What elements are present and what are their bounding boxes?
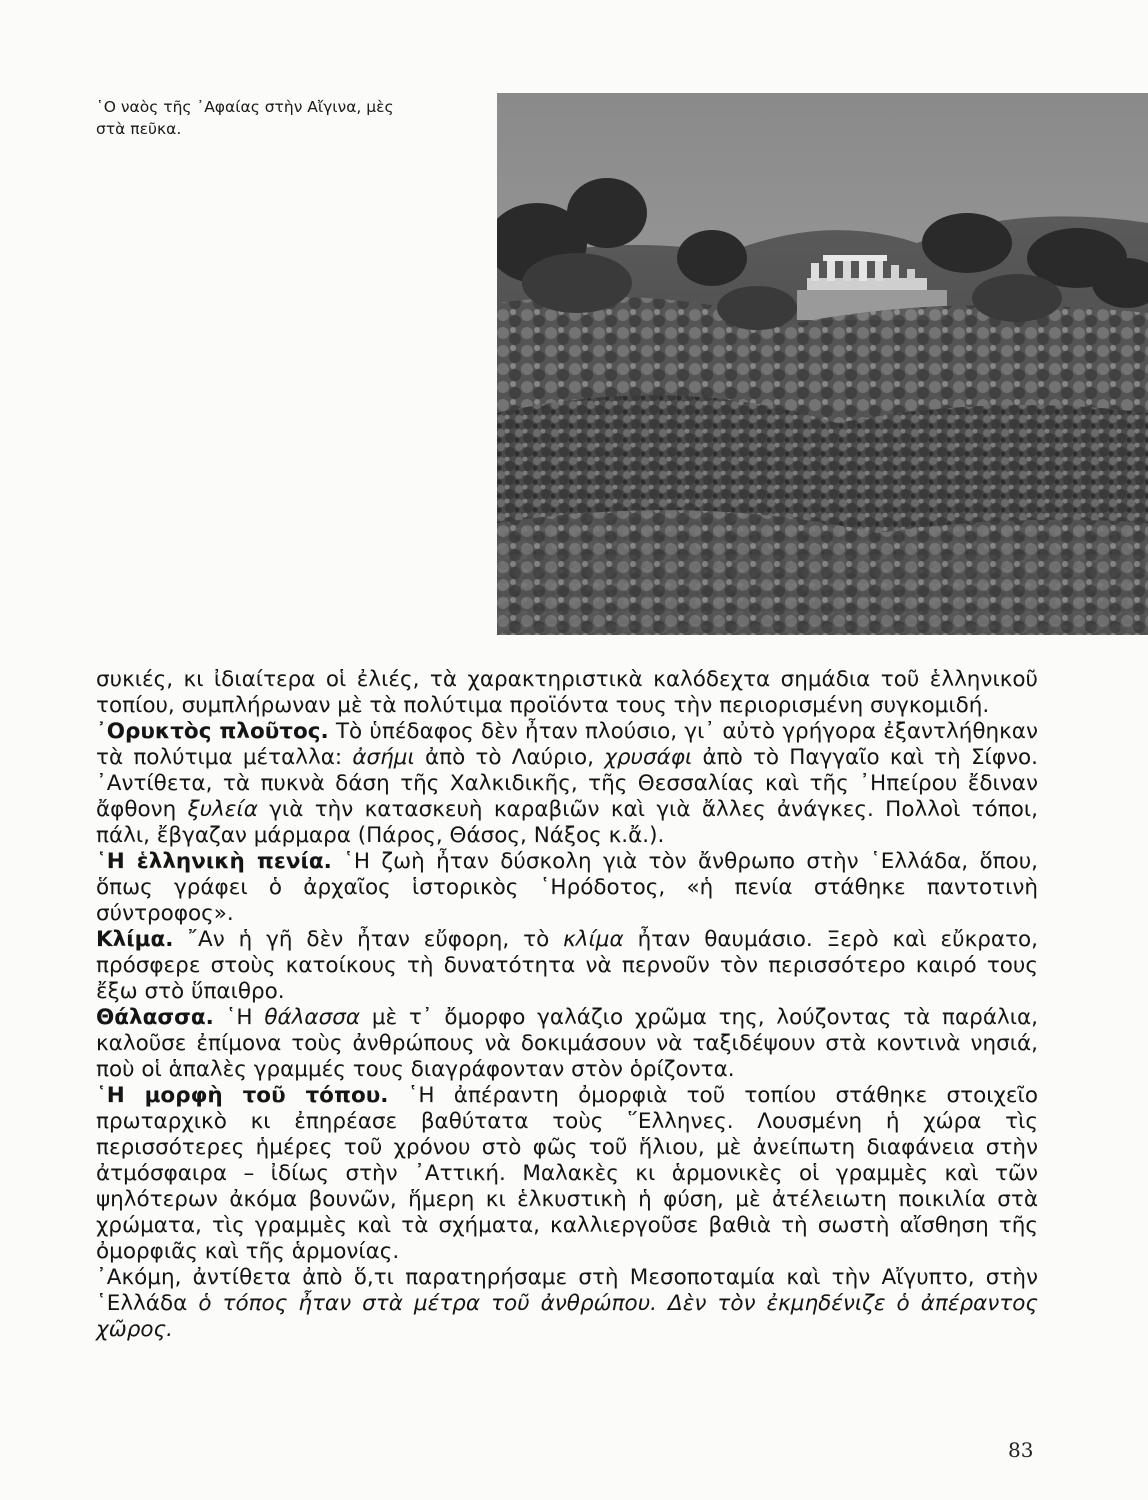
emphasis-text: ξυλεία [187, 797, 258, 822]
text-segment: ῾Η [213, 1005, 265, 1030]
caption-line-2: στὰ πεῦκα. [96, 120, 182, 138]
page-number: 83 [1008, 1438, 1034, 1462]
text-segment: ἀπὸ τὸ Παγγαῖο καὶ τὴ Σίφνο. ᾿Αντίθετα, τὰ πυκνὰ δάση τῆς Χαλκιδικῆς, τῆς Θεσσαλίας καὶ τῆς ᾿Ηπείρου ἔδιναν ἄφθονη [96, 745, 1039, 822]
text-segment: ᾿Ακόμη, ἀντίθετα ἀπὸ ὅ,τι παρατηρήσαμε στὴ Μεσοποταμία καὶ τὴν Αἴγυπτο, στὴν ῾Ελλάδα [96, 1265, 1038, 1316]
emphasis-text: κλίμα [563, 927, 624, 952]
paragraph-heading: ᾿Ορυκτὸς πλοῦτος. [96, 719, 329, 744]
text-segment: ῾Η ζωὴ ἦταν δύσκολη γιὰ τὸν ἄνθρωπο στὴν ῾Ελλάδα, ὅπου, ὅπως γράφει ὁ ἀρχαῖος ἱστορικὸς ῾Ηρόδοτος, «ἡ πενία στάθηκε παντοτινὴ σύντροφος». [96, 849, 1038, 926]
paragraph [96, 1265, 1038, 1343]
paragraph [96, 849, 1038, 927]
emphasis-text: θάλασσα [264, 1005, 361, 1030]
paragraph [96, 927, 1038, 1005]
paragraph [96, 667, 1038, 719]
emphasis-text: ἀσήμι [352, 745, 415, 770]
text-segment: ῾Η ἀπέραντη ὀμορφιὰ τοῦ τοπίου στάθηκε στοιχεῖο πρωταρχικὸ κι ἐπηρέασε βαθύτατα τοὺς ῞Ελληνες. Λουσμένη ἡ χώρα τὶς περισσότερες ἡμέρες τοῦ χρόνου στὸ φῶς τοῦ ἥλιου, μὲ ἀνείπωτη διαφάνεια στὴν ἀτμόσφαιρα – ἰδίως στὴν ᾿Αττική. Μαλακὲς κι ἁρμονικὲς οἱ γραμμὲς καὶ τῶν ψηλότερων ἀκόμα βουνῶν, ἥμερη κι ἑλκυστικὴ ἡ φύση, μὲ ἀτέλειωτη ποικιλία στὰ χρώματα, τὶς γραμμὲς καὶ τὰ σχήματα, καλλιεργοῦσε βαθιὰ τὴ σωστὴ αἴσθηση τῆς ὀμορφιᾶς καὶ τῆς ἁρμονίας. [96, 1083, 1038, 1264]
emphasis-text: χρυσάφι [604, 745, 693, 770]
text-segment: μὲ τ᾿ ὄμορφο γαλάζιο χρῶμα της, λούζοντας τὰ παράλια, καλοῦσε ἐπίμονα τοὺς ἀνθρώπους νὰ δοκιμάσουν νὰ ταξιδέψουν στὰ κοντινὰ νησιά, ποὺ οἱ ἁπαλὲς γραμμές τους διαγράφονταν στὸν ὁρίζοντα. [96, 1005, 1038, 1082]
text-segment: Τὸ ὑπέδαφος δὲν ἦταν πλούσιο, γι᾿ αὐτὸ γρήγορα ἐξαντλήθηκαν τὰ πολύτιμα μέταλλα: [96, 719, 1038, 770]
photo-caption [96, 96, 476, 140]
paragraph [96, 1083, 1038, 1265]
paragraph-heading: Θάλασσα. [96, 1005, 214, 1030]
text-segment: συκιές, κι ἰδιαίτερα οἱ ἐλιές, τὰ χαρακτηριστικὰ καλόδεχτα σημάδια τοῦ ἑλληνικοῦ τοπίου, συμπλήρωναν μὲ τὰ πολύτιμα προϊόντα τους τὴν περιορισμένη συγκομιδή. [96, 667, 1038, 718]
emphasis-text: ὁ τόπος ἦταν στὰ μέτρα τοῦ ἀνθρώπου. Δὲν τὸν ἐκμηδένιζε ὁ ἀπέραντος χῶρος. [96, 1291, 1038, 1342]
temple-aphaia-photo [497, 93, 1148, 635]
text-segment: ἀπὸ τὸ Λαύριο, [414, 745, 605, 770]
text-segment: γιὰ τὴν κατασκευὴ καραβιῶν καὶ γιὰ ἄλλες ἀνάγκες. Πολλοὶ τόποι, πάλι, ἔβγαζαν μάρμαρα (Πάρος, Θάσος, Νάξος κ.ἄ.). [96, 797, 1038, 848]
paragraph-heading: ῾Η ἑλληνικὴ πενία. [96, 849, 332, 874]
paragraph-heading: ῾Η μορφὴ τοῦ τόπου. [96, 1083, 389, 1108]
paragraph-heading: Κλίμα. [96, 927, 174, 952]
main-text [96, 667, 1038, 1343]
landscape-illustration [497, 93, 1148, 635]
text-segment: ῎Αν ἡ γῆ δὲν ἦταν εὔφορη, τὸ [173, 927, 564, 952]
paragraph [96, 719, 1038, 849]
caption-line-1: ῾Ο ναὸς τῆς ᾿Αφαίας στὴν Αἴγινα, μὲς [96, 98, 394, 116]
paragraph [96, 1005, 1038, 1083]
text-segment: ἦταν θαυμάσιο. Ξερὸ καὶ εὔκρατο, πρόσφερε στοὺς κατοίκους τὴ δυνατότητα νὰ περνοῦν τὸν περισσότερο καιρό τους ἔξω στὸ ὕπαιθρο. [96, 927, 1039, 1004]
